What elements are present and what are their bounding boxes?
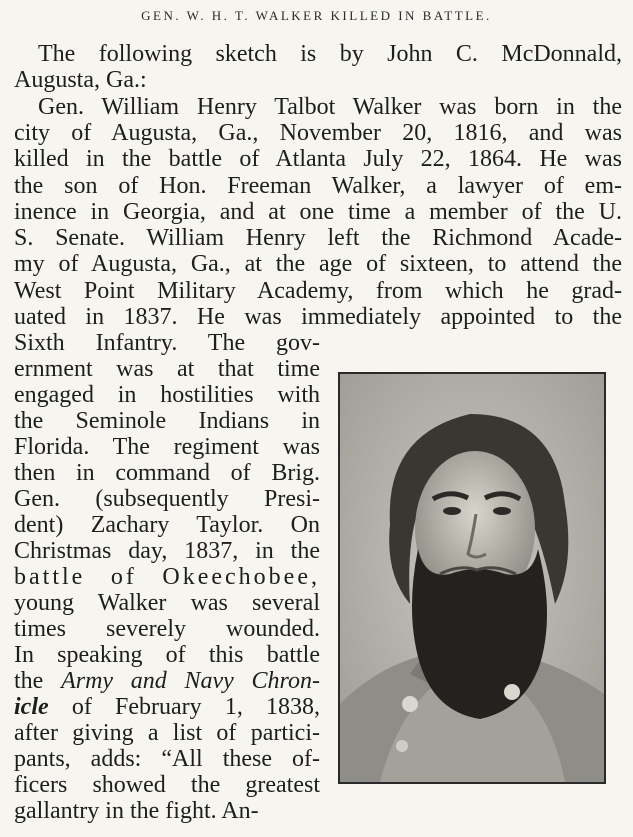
portrait-photo [338, 372, 606, 784]
column-line-citation [14, 695, 320, 719]
column-line: the Seminole Indians in [14, 408, 320, 434]
column-line: In speaking of this battle [14, 642, 320, 668]
column-line-citation [14, 669, 320, 693]
publication-title-end: icle [14, 694, 49, 720]
column-line: battle of Okeechobee, [14, 564, 320, 590]
intro-line-2: Augusta, Ga.: [14, 67, 147, 93]
column-line: Florida. The regiment was [14, 434, 320, 460]
column-line: gallantry in the fight. An- [14, 798, 259, 824]
column-line: engaged in hostilities with [14, 382, 320, 408]
column-line: young Walker was several [14, 590, 320, 616]
column-line: Christmas day, 1837, in the [14, 538, 320, 564]
column-line: dent) Zachary Taylor. On [14, 512, 320, 538]
column-line: pants, adds: “All these of- [14, 746, 320, 772]
column-line: Sixth Infantry. The gov- [14, 330, 320, 356]
running-header: GEN. W. H. T. WALKER KILLED IN BATTLE. [141, 8, 492, 23]
column-line: Gen. (subsequently Presi- [14, 486, 320, 512]
paragraph-line: killed in the battle of Atlanta July 22, 1864. He was [14, 146, 622, 172]
publication-title: Army and Navy Chron- [61, 668, 320, 694]
column-line: ficers showed the greatest [14, 772, 320, 798]
column-line: then in command of Brig. [14, 460, 320, 486]
paragraph-line: city of Augusta, Ga., November 20, 1816, and was [14, 120, 622, 146]
column-line: times severely wounded. [14, 616, 320, 642]
paragraph-line: the son of Hon. Freeman Walker, a lawyer of em- [14, 173, 622, 199]
paragraph-line: inence in Georgia, and at one time a member of the U. [14, 199, 622, 225]
column-text: of February 1, 1838, [71, 694, 320, 720]
paragraph-line: Gen. William Henry Talbot Walker was born in the [38, 94, 622, 120]
paragraph-line: my of Augusta, Ga., at the age of sixteen, to attend the [14, 251, 622, 277]
paragraph-line: uated in 1837. He was immediately appointed to the [14, 304, 622, 330]
paragraph-line: S. Senate. William Henry left the Richmond Acade- [14, 225, 622, 251]
paragraph-line: West Point Military Academy, from which he grad- [14, 278, 622, 304]
column-text: the [14, 668, 44, 694]
portrait-illustration [340, 374, 604, 782]
intro-line-1: The following sketch is by John C. McDonnald, [38, 41, 622, 67]
column-line: after giving a list of partici- [14, 720, 320, 746]
column-line: ernment was at that time [14, 356, 320, 382]
